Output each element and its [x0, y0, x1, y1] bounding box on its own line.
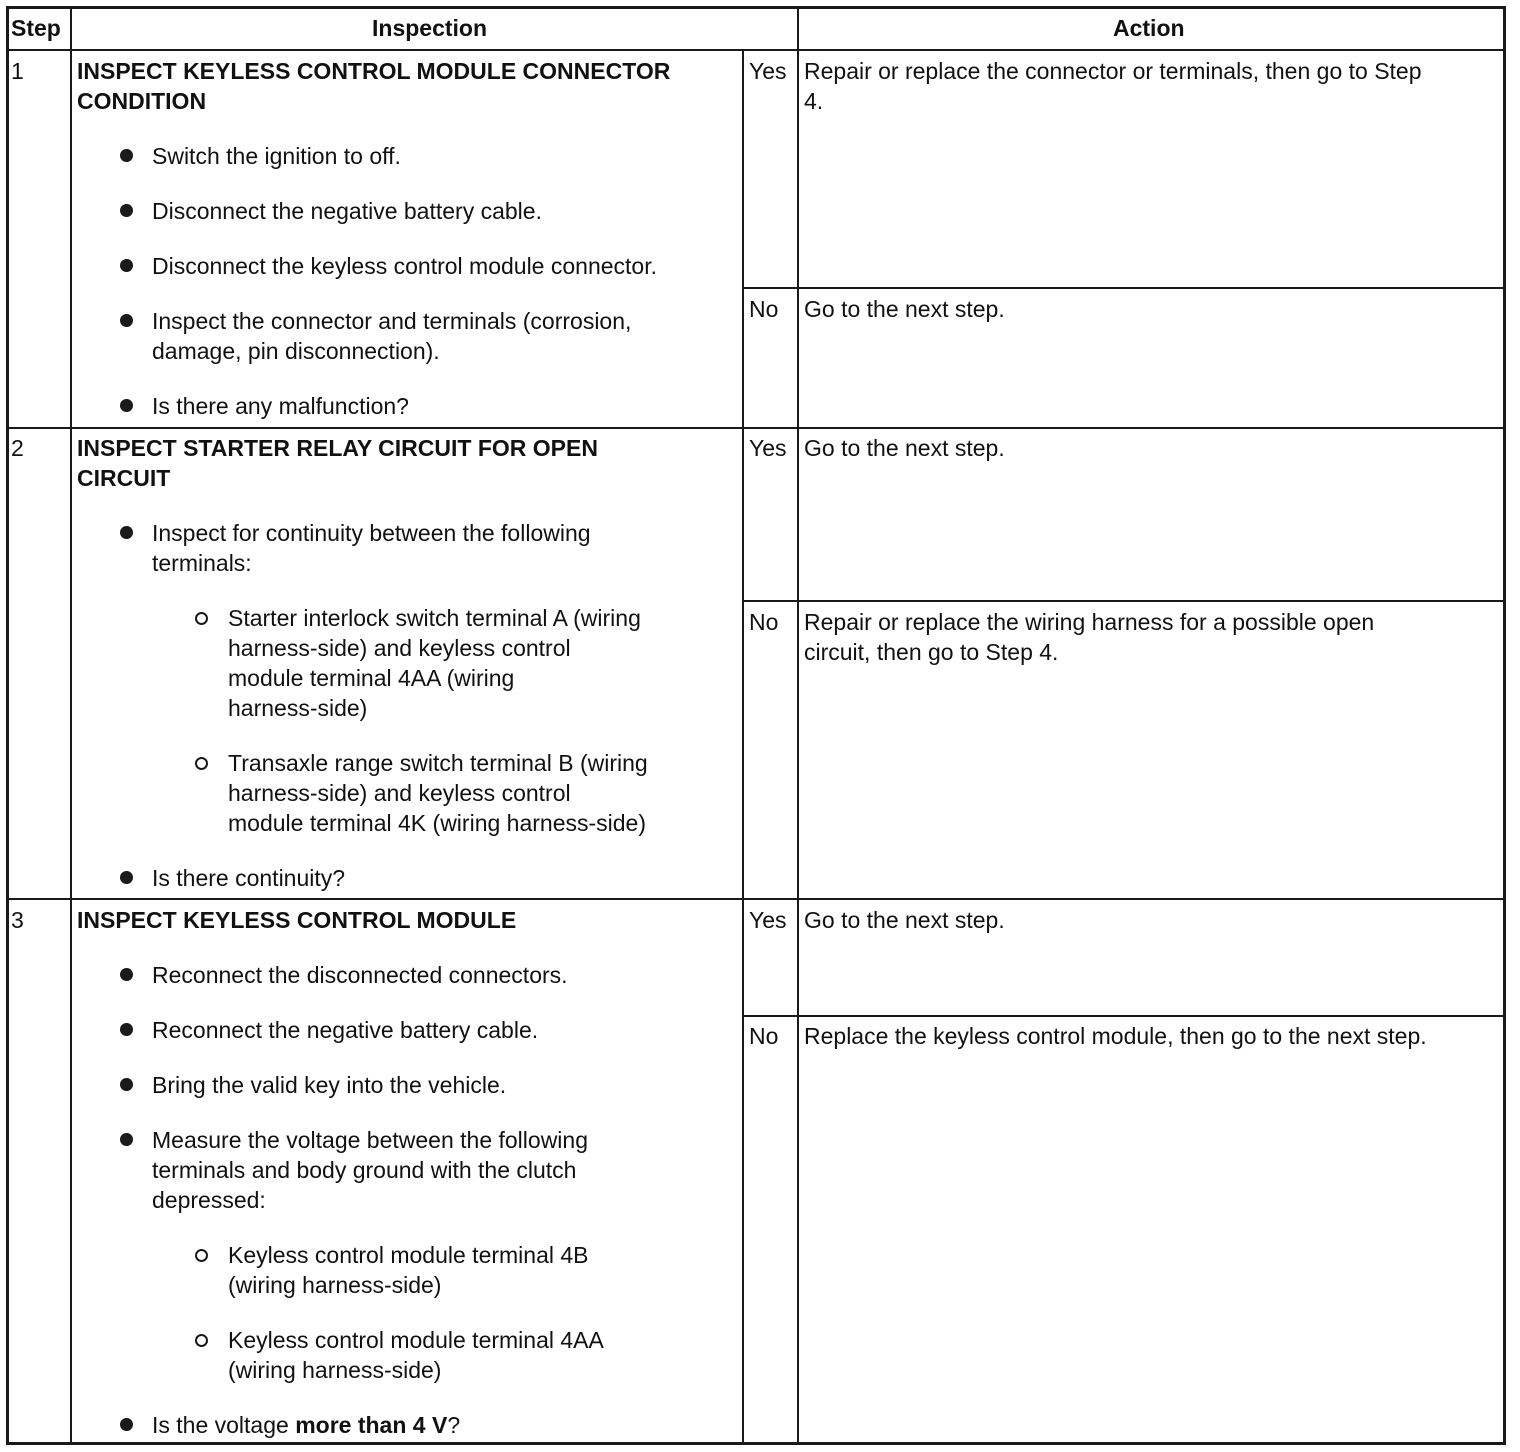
bullet-dot: [120, 399, 133, 412]
no-action: Go to the next step.: [804, 296, 1005, 322]
inspection-title: INSPECT KEYLESS CONTROL MODULE CONNECTOR: [77, 58, 671, 84]
row1-yes-no-divider: [742, 287, 1506, 289]
inspection-sub-bullet: module terminal 4K (wiring harness-side): [228, 810, 646, 836]
inspection-bullet: damage, pin disconnection).: [152, 338, 440, 364]
bullet-dot: [120, 314, 133, 327]
bullet-dot: [120, 968, 133, 981]
col-divider-yesno: [797, 49, 799, 1445]
inspection-bullet: depressed:: [152, 1187, 266, 1213]
step-number: 3: [11, 907, 24, 933]
question-threshold: more than 4 V: [295, 1412, 448, 1438]
bullet-dot: [120, 259, 133, 272]
sub-bullet-circle: [195, 1249, 208, 1262]
inspection-bullet: Measure the voltage between the following: [152, 1127, 589, 1153]
bullet-dot: [120, 871, 133, 884]
inspection-bullet: terminals:: [152, 550, 252, 576]
inspection-sub-bullet: (wiring harness-side): [228, 1357, 442, 1383]
inspection-title: INSPECT KEYLESS CONTROL MODULE: [77, 907, 517, 933]
bullet-dot: [120, 1133, 133, 1146]
inspection-sub-bullet: harness-side) and keyless control: [228, 780, 571, 806]
sub-bullet-circle: [195, 1334, 208, 1347]
no-label: No: [749, 609, 779, 635]
inspection-sub-bullet: Transaxle range switch terminal B (wiring: [228, 750, 648, 776]
inspection-bullet: Inspect the connector and terminals (corrosion,: [152, 308, 632, 334]
bullet-dot: [120, 204, 133, 217]
bullet-dot: [120, 1078, 133, 1091]
header-step: Step: [11, 15, 61, 41]
inspection-title: CIRCUIT: [77, 465, 171, 491]
row-divider: [9, 898, 1506, 900]
inspection-sub-bullet: Keyless control module terminal 4AA: [228, 1327, 604, 1353]
header-action: Action: [1113, 15, 1185, 41]
inspection-bullet: Bring the valid key into the vehicle.: [152, 1072, 507, 1098]
inspection-bullet: Switch the ignition to off.: [152, 143, 401, 169]
bullet-dot: [120, 149, 133, 162]
row-divider: [9, 427, 1506, 429]
no-label: No: [749, 1023, 779, 1049]
inspection-bullet: terminals and body ground with the clutch: [152, 1157, 577, 1183]
bullet-dot: [120, 1418, 133, 1431]
inspection-sub-bullet: (wiring harness-side): [228, 1272, 442, 1298]
inspection-bullet: Disconnect the keyless control module connector.: [152, 253, 657, 279]
inspection-bullet: Reconnect the disconnected connectors.: [152, 962, 568, 988]
header-divider: [9, 49, 1506, 51]
col-divider-inspection: [797, 9, 799, 49]
step-number: 1: [11, 58, 24, 84]
yes-label: Yes: [749, 435, 787, 461]
inspection-title: CONDITION: [77, 88, 207, 114]
no-action: Repair or replace the wiring harness for a possible open: [804, 609, 1375, 635]
no-action: Replace the keyless control module, then go to the next step.: [804, 1023, 1427, 1049]
question-suffix: ?: [447, 1412, 461, 1438]
inspection-bullet: Is there any malfunction?: [152, 393, 409, 419]
inspection-bullet: Inspect for continuity between the following: [152, 520, 591, 546]
inspection-sub-bullet: Keyless control module terminal 4B: [228, 1242, 589, 1268]
yes-action: 4.: [804, 88, 824, 114]
col-divider-step: [70, 9, 72, 1445]
yes-action: Go to the next step.: [804, 435, 1005, 461]
question-prefix: Is the voltage: [152, 1412, 296, 1438]
yes-action: Repair or replace the connector or terminals, then go to Step: [804, 58, 1422, 84]
inspection-sub-bullet: harness-side): [228, 695, 368, 721]
yes-label: Yes: [749, 907, 787, 933]
sub-bullet-circle: [195, 757, 208, 770]
inspection-bullet: Reconnect the negative battery cable.: [152, 1017, 539, 1043]
header-inspection: Inspection: [372, 15, 488, 41]
yes-action: Go to the next step.: [804, 907, 1005, 933]
inspection-bullet: Is there continuity?: [152, 865, 346, 891]
col-divider-inspection: [742, 49, 744, 1445]
inspection-title: INSPECT STARTER RELAY CIRCUIT FOR OPEN: [77, 435, 598, 461]
inspection-sub-bullet: harness-side) and keyless control: [228, 635, 571, 661]
inspection-bullet-question: [152, 1410, 460, 1440]
row2-yes-no-divider: [742, 600, 1506, 602]
yes-label: Yes: [749, 58, 787, 84]
inspection-sub-bullet: Starter interlock switch terminal A (wiring: [228, 605, 641, 631]
sub-bullet-circle: [195, 612, 208, 625]
row3-yes-no-divider: [742, 1015, 1506, 1017]
no-label: No: [749, 296, 779, 322]
no-action: circuit, then go to Step 4.: [804, 639, 1059, 665]
inspection-sub-bullet: module terminal 4AA (wiring: [228, 665, 515, 691]
inspection-bullet: Disconnect the negative battery cable.: [152, 198, 542, 224]
step-number: 2: [11, 435, 24, 461]
bullet-dot: [120, 526, 133, 539]
bullet-dot: [120, 1023, 133, 1036]
